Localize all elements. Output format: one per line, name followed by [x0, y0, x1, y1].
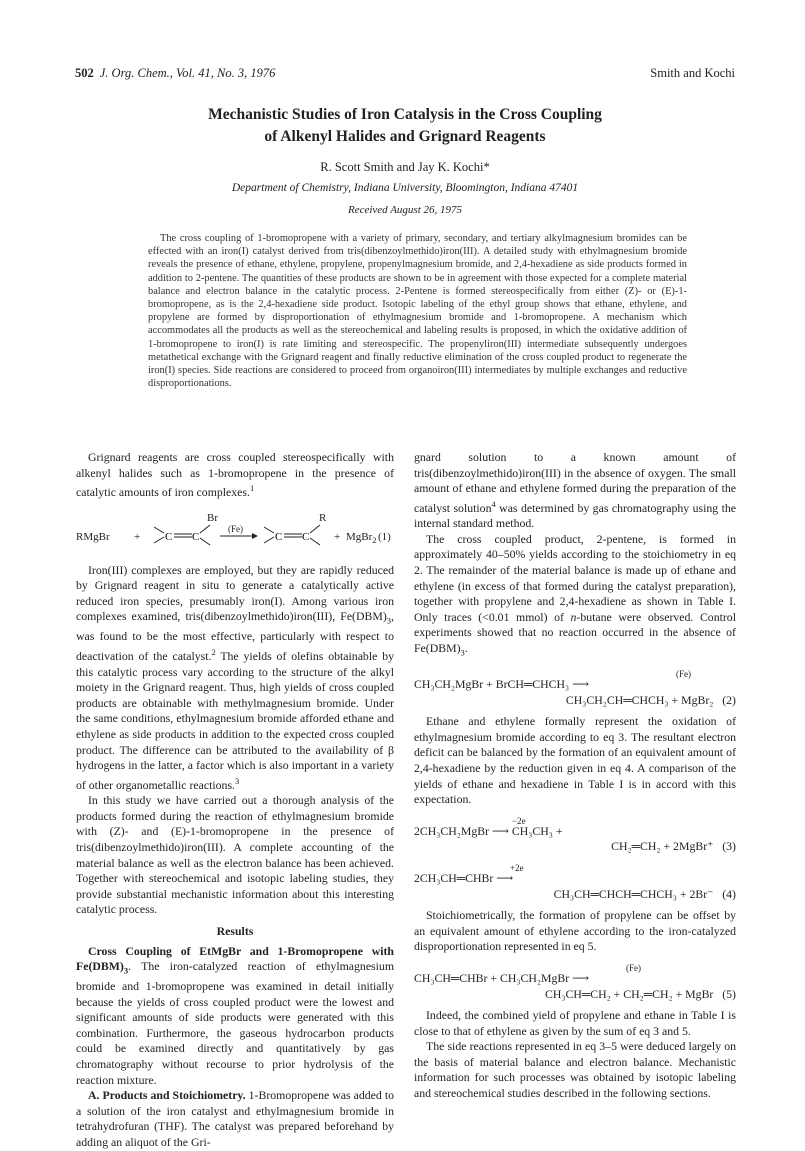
eq5-number: (5) — [722, 986, 736, 1001]
eq1-number: (1) — [378, 530, 391, 543]
eq4-electrons: +2e — [510, 862, 524, 873]
intro-paragraph-1: Grignard reagents are cross coupled stereospecifically with alkenyl halides such as 1-bromopropene in the presence of catalytic amounts of iron complexes.$^1$ — [76, 450, 394, 500]
paragraph-yields: The cross coupled product, 2-pentene, is formed in approximately 40–50% yields according to the stoichiometry in eq 2. The remainder of the material balance is made up of ethane and ethylene (in excess of that formed during the catalyst preparation), together with propylene and 2,4-hexadiene as shown in Table I. Only traces (<0.01 mmol) of n-butane were observed. Control experiments showed that no reaction occurred in the absence of $Fe(DBM)_3$. — [414, 531, 736, 658]
running-head — [75, 66, 735, 84]
journal-citation — [75, 66, 275, 81]
equation-3 — [414, 814, 736, 855]
eq2-number: (2) — [722, 692, 736, 707]
eq3-number: (3) — [722, 839, 736, 854]
journal-name: J. Org. Chem., Vol. 41, No. 3, 1976 — [99, 66, 276, 80]
eq1-reagent: RMgBr — [76, 530, 110, 543]
subsection-1-heading: Cross Coupling of EtMgBr and 1-Bromopropene with $Fe(DBM)_3$ — [76, 943, 394, 976]
eq4-number: (4) — [722, 886, 736, 901]
paragraph-combined-yield: Indeed, the combined yield of propylene and ethane in Table I is close to that of ethylene as given by the sum of eq 3 and 5. — [414, 1008, 736, 1038]
intro-paragraph-3: In this study we have carried out a thorough analysis of the products formed during the reaction of ethylmagnesium bromide with (Z)- and (E)-1-bromopropene in the presence of tris(dibenzoylmethido)iron(III). A complete accounting of the material balance as well as the electron balance has been achieved. Together with stereochemical and isotopic labeling studies, they provide substantial mechanistic information about this interesting catalytic process. — [76, 793, 394, 917]
affiliation: Department of Chemistry, Indiana University, Bloomington, Indiana 47401 — [231, 182, 579, 194]
results-heading: Results — [216, 923, 254, 938]
eq1-catalyst-label: (Fe) — [228, 523, 243, 534]
eq1-product: MgBr$_2$ — [346, 530, 377, 545]
paragraph-side-reactions: The side reactions represented in eq 3–5 were deduced largely on the basis of material balance and electron balance. Mechanistic information for such processes was obtained by isotopic labeling and stereochemical studies described in the following sections. — [414, 1039, 736, 1101]
running-authors: Smith and Kochi — [650, 66, 735, 80]
paragraph-stoichiometry: Stoichiometrically, the formation of propylene can be offset by an equivalent amount of ethylene according to the iron-catalyzed disproportionation represented in eq 5. — [414, 908, 736, 954]
eq3-line-2: CH₂═CH₂ + 2MgBr⁺ (3) — [611, 839, 736, 854]
footnote-ref[interactable]: 4 — [491, 498, 496, 509]
eq2-line-1: CH₃CH₂MgBr + BrCH═CHCH₃ ⟶ — [414, 677, 590, 691]
eq5-line-2: CH₃CH═CH₂ + CH₂═CH₂ + MgBr (5) — [544, 986, 736, 1001]
eq1-plus-2: + — [334, 530, 341, 543]
left-column — [76, 450, 394, 1151]
eq2-catalyst: (Fe) — [676, 669, 691, 679]
intro-paragraph-2: Iron(III) complexes are employed, but they are rapidly reduced by Grignard reagent in situ to generate a catalytically active reduced iron species, presumably iron(I). Among various iron complexes examined, tris(dibenzoylmethido)iron(III), $Fe(DBM)_3$, was found to be the most effective, particularly with respect to deactivation of the catalyst.$^2$ The yields of olefins obtainable by this catalytic process vary according to the structure of the alkyl moiety in the Grignard reagent. Thus, high yields of cross coupled products are obtainable with methylmagnesium bromide. Under the same conditions, ethylmagnesium bromide afforded ethane and ethylene as side products in addition to the expected cross coupled product. The difference can be attributed to the availability of β hydrogens in the latter, a factor which is also important in a variety of other organometallic reactions.$^3$ — [76, 562, 394, 792]
title-line-2: of Alkenyl Halides and Grignard Reagents — [264, 128, 546, 145]
eq2-line-2: CH₃CH₂CH═CHCH₃ + MgBr₂ (2) — [565, 692, 736, 707]
eq3-line-1: 2CH₃CH₂MgBr ⟶ CH₃CH₃ + — [414, 823, 563, 838]
svg-text:C: C — [192, 530, 200, 543]
svg-text:C: C — [165, 530, 173, 543]
equation-2 — [414, 667, 736, 708]
right-column — [414, 450, 736, 1102]
received-date: Received August 26, 1975 — [347, 204, 463, 216]
eq3-electrons: −2e — [512, 815, 526, 826]
title-line-1: Mechanistic Studies of Iron Catalysis in the Cross Coupling — [208, 106, 602, 123]
article-title — [75, 104, 735, 148]
author-list: R. Scott Smith and Jay K. Kochi* — [320, 160, 490, 174]
footnote-ref[interactable]: 1 — [249, 483, 255, 494]
equation-4 — [414, 861, 736, 902]
eq1-br-label: Br — [207, 511, 218, 524]
equation-5 — [414, 961, 736, 1002]
eq1-r-label: R — [319, 511, 327, 524]
eq1-plus-1: + — [134, 530, 141, 543]
eq4-line-2: CH₃CH═CHCH═CHCH₃ + 2Br⁻ (4) — [553, 886, 736, 901]
page-number: 502 — [75, 66, 94, 80]
paragraph-continued: gnard solution to a known amount of tris(dibenzoylmethido)iron(III) in the absence of oxygen. The small amount of ethane and ethylene formed during the preparation of the catalyst solution$^4$ was determined by gas chromatography using the internal standard method. — [414, 450, 736, 531]
eq5-catalyst: (Fe) — [626, 962, 641, 973]
abstract: The cross coupling of 1-bromopropene with a variety of primary, secondary, and tertiary alkylmagnesium bromides can be effected with an iron(I) catalyst derived from tris(dibenzoylmethido)iron(III). A detailed study with ethylmagnesium bromide reveals the presence of ethane, ethylene, propylene, propenylmagnesium bromide, and 2,4-hexadiene as side products formed in addition to 2-pentene. The quantities of these products are shown to be in agreement with those expected for a complete material balance and electron balance in the catalytic process. 2-Pentene is formed stereospecifically from either (Z)- or (E)-1-bromopropene, as is the 2,4-hexadiene side product. Isotopic labeling of the ethyl group shows that ethane, ethylene, and propylene are formed by disproportionation of ethylmagnesium bromide and 1-bromopropene. A mechanism which accommodates all the products as well as the stereochemical and labeling results is proposed, in which the oxidative addition of 1-bromopropene to iron(I) is rate limiting and stereospecific. The propenyliron(III) intermediate subsequently undergoes metathetical exchange with the Grignard reagent and finally reductive elimination of the cross coupled product to regenerate the iron(I) species. Side reactions are considered to proceed from organoiron(III) intermediates by multiple exchanges and reductive disproportionations. — [148, 233, 687, 390]
footnote-ref[interactable]: 2 — [211, 647, 216, 658]
results-subsection-a: A. Products and Stoichiometry. 1-Bromopropene was added to a solution of the iron catalyst and ethylmagnesium bromide in tetrahydrofuran (THF). The catalyst was prepared beforehand by adding an aliquot of the Gri- — [76, 1088, 394, 1150]
results-subsection-1: Cross Coupling of EtMgBr and 1-Bromopropene with $Fe(DBM)_3$. The iron-catalyzed reaction of ethylmagnesium bromide and 1-bromopropene was examined in detail initially because the yields of cross coupled product were the lowest and significant amounts of side products were generated with this combination. Furthermore, the gaseous hydrocarbon products could be examined directly and quantitatively by gas chromatography without recourse to prior hydrolysis of the reaction mixture. — [76, 943, 394, 1087]
subsection-a-heading: A. Products and Stoichiometry. — [88, 1088, 246, 1103]
footnote-ref[interactable]: 3 — [234, 775, 240, 786]
eq4-line-1: 2CH₃CH═CHBr ⟶ — [414, 870, 514, 885]
eq5-line-1: CH₃CH═CHBr + CH₃CH₂MgBr ⟶ — [414, 970, 590, 985]
equation-1 — [76, 505, 394, 555]
svg-text:C: C — [275, 530, 283, 543]
paragraph-oxidation: Ethane and ethylene formally represent the oxidation of ethylmagnesium bromide according to eq 3. The resultant electron deficit can be balanced by the formation of an equivalent amount of 2,4-hexadiene by the reduction given in eq 4. A comparison of the yields of ethane and hexadiene in Table I is in accord with this expectation. — [414, 714, 736, 807]
svg-text:C: C — [302, 530, 310, 543]
